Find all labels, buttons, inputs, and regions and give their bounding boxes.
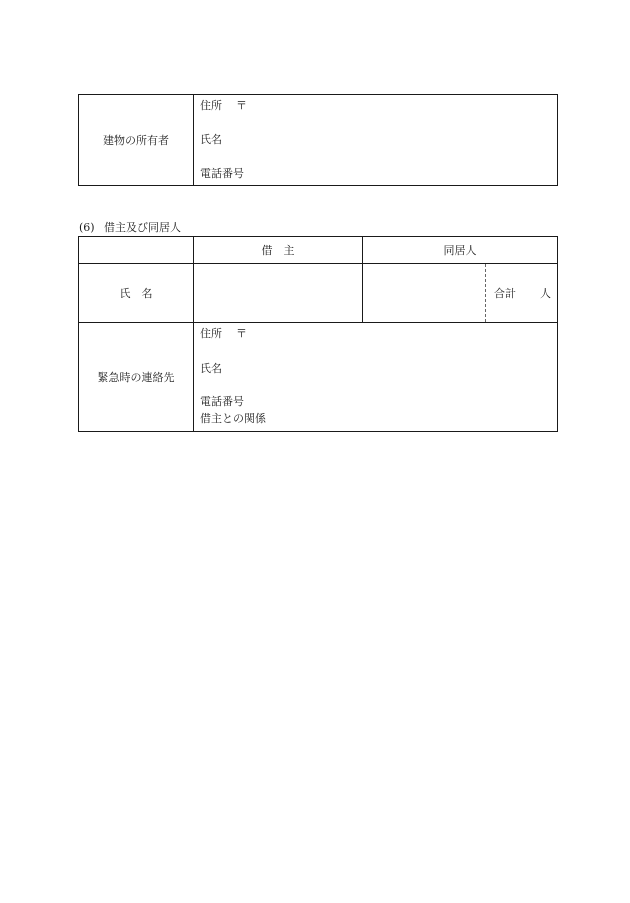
- header-tenant-cell: [194, 237, 362, 263]
- cohabitant-name-field[interactable]: [363, 264, 485, 322]
- emergency-relation-label: 借主との関係: [200, 412, 266, 425]
- owner-postal-mark: 〒: [236, 99, 247, 112]
- name-row-label-cell: [79, 264, 193, 322]
- emergency-name-label: 氏名: [200, 362, 222, 375]
- emergency-label: 緊急時の連絡先: [97, 371, 175, 384]
- header-cohabitant-cell: [363, 237, 557, 263]
- emergency-address-label: 住所: [200, 327, 222, 340]
- emergency-phone-label: 電話番号: [200, 395, 244, 408]
- header-cohabitant-label: 同居人: [443, 244, 477, 257]
- section6-title: 借主及び同居人: [104, 221, 181, 234]
- owner-row-label: [79, 95, 193, 185]
- tenant-name-field[interactable]: [194, 264, 362, 322]
- owner-row-label-text: 建物の所有者: [103, 134, 169, 147]
- owner-name-label: 氏名: [200, 133, 222, 146]
- total-label: 合計: [494, 287, 516, 300]
- owner-address-label: 住所: [200, 99, 222, 112]
- owner-table-divider: [193, 95, 194, 185]
- emergency-label-cell: [79, 323, 193, 431]
- section6-number: (6): [79, 221, 95, 234]
- person-unit: 人: [540, 287, 551, 300]
- owner-phone-label: 電話番号: [200, 167, 244, 180]
- name-row-label: 氏 名: [119, 287, 153, 300]
- header-tenant-label: 借 主: [261, 244, 295, 257]
- tenant-table-total-divider: [485, 264, 486, 322]
- emergency-postal-mark: 〒: [236, 327, 247, 340]
